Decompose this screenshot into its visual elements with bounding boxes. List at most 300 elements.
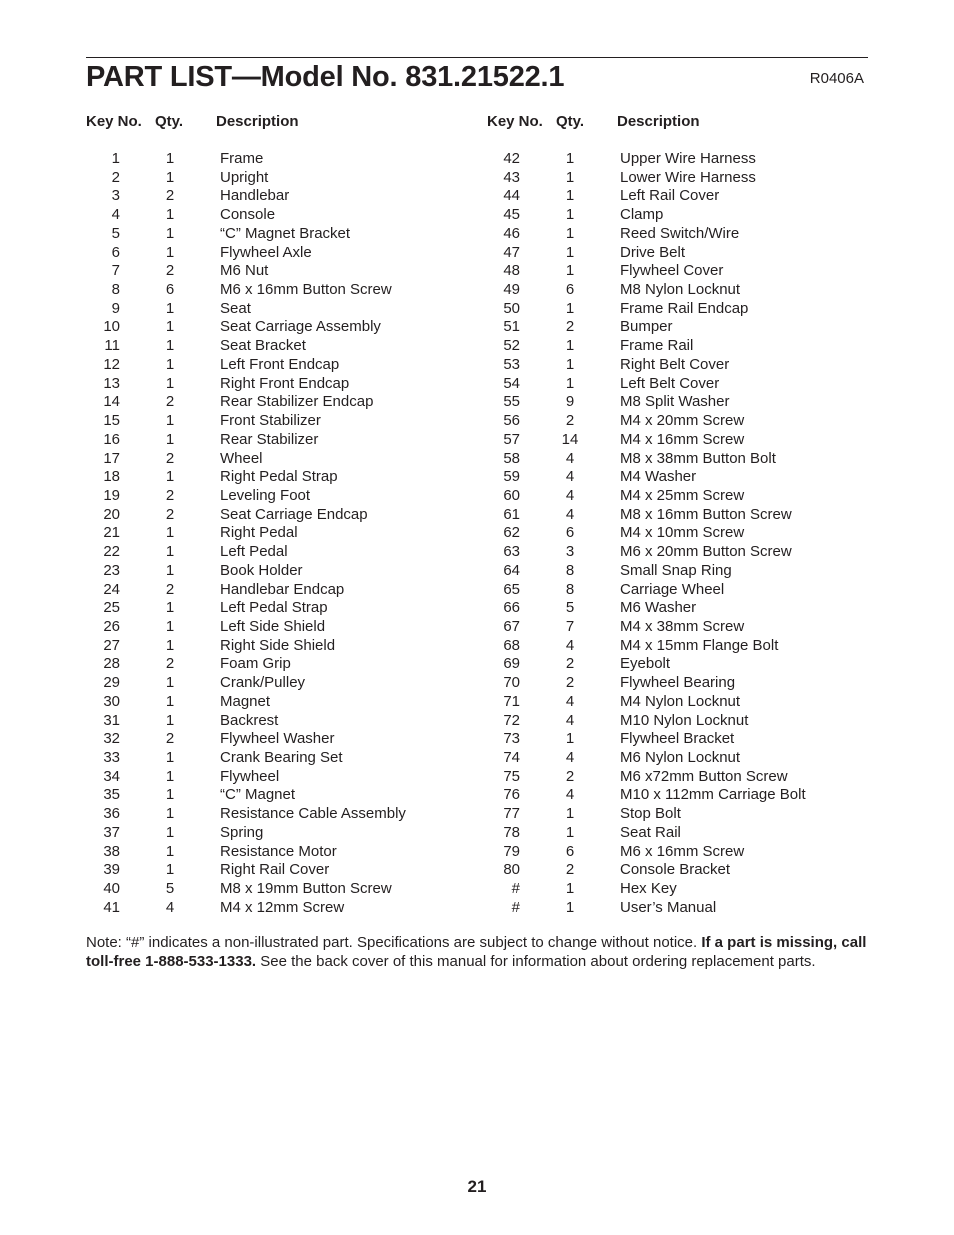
description: M4 Washer <box>620 468 697 486</box>
description: Handlebar Endcap <box>220 580 345 598</box>
qty: 1 <box>165 561 175 579</box>
key-no: 31 <box>103 711 120 729</box>
key-no: 36 <box>103 805 120 823</box>
table-row <box>400 318 900 337</box>
key-no: 13 <box>103 374 120 392</box>
description: Flywheel Bracket <box>620 730 735 748</box>
table-row <box>400 730 900 749</box>
description: M8 Split Washer <box>620 393 730 411</box>
description: User’s Manual <box>620 898 717 916</box>
qty: 1 <box>565 150 575 167</box>
qty: 1 <box>565 805 575 823</box>
description: Leveling Foot <box>220 486 311 504</box>
description: Rear Stabilizer <box>220 430 319 448</box>
qty: 2 <box>565 861 575 879</box>
qty: 4 <box>565 749 575 766</box>
description: M4 Nylon Locknut <box>620 692 741 710</box>
table-row <box>400 150 900 169</box>
key-no: 75 <box>503 767 520 785</box>
key-no: # <box>511 898 520 916</box>
description: “C” Magnet Bracket <box>220 224 351 242</box>
description: Seat Bracket <box>220 337 306 355</box>
description: M6 x72mm Button Screw <box>620 767 788 785</box>
description: M8 x 19mm Button Screw <box>220 880 392 898</box>
table-row <box>400 749 900 768</box>
description: Book Holder <box>220 561 303 579</box>
key-no: 79 <box>503 842 520 860</box>
table-row <box>400 899 900 918</box>
qty: 1 <box>565 880 575 898</box>
key-no: 62 <box>503 524 520 542</box>
qty: 2 <box>565 655 575 673</box>
qty: 1 <box>565 730 575 748</box>
qty: 1 <box>165 861 175 879</box>
description: Left Pedal Strap <box>220 599 328 617</box>
description: M4 x 20mm Screw <box>620 412 745 430</box>
left-header-qty: Qty. <box>155 113 184 130</box>
table-row <box>400 768 900 787</box>
key-no: 29 <box>103 674 120 692</box>
key-no: 23 <box>103 561 120 579</box>
note-text-2: See the back cover of this manual for information about ordering replacement parts. <box>256 953 816 970</box>
key-no: 25 <box>103 599 120 617</box>
qty: 6 <box>565 281 575 299</box>
key-no: 49 <box>503 281 520 299</box>
description: Console <box>220 206 276 224</box>
description: Frame <box>220 150 264 167</box>
key-no: 14 <box>103 393 120 411</box>
qty: 4 <box>565 505 575 523</box>
table-row <box>400 712 900 731</box>
key-no: 27 <box>103 636 120 654</box>
key-no: 47 <box>503 243 520 261</box>
qty: 1 <box>165 617 175 635</box>
description: Flywheel Cover <box>620 262 724 280</box>
description: Resistance Cable Assembly <box>220 805 406 823</box>
key-no: 43 <box>503 168 520 186</box>
left-header-key-no: Key No. <box>86 113 142 130</box>
key-no: 45 <box>503 206 520 224</box>
description: M8 Nylon Locknut <box>620 281 741 299</box>
left-header-description: Description <box>216 113 299 130</box>
key-no: 7 <box>111 262 120 280</box>
qty: 6 <box>565 524 575 542</box>
table-row <box>400 861 900 880</box>
key-no: 28 <box>103 655 120 673</box>
page-title: PART LIST—Model No. 831.21522.1 <box>86 61 565 93</box>
key-no: 53 <box>503 355 520 373</box>
key-no: 35 <box>103 786 120 804</box>
qty: 1 <box>565 206 575 224</box>
page-number: 21 <box>467 1177 487 1196</box>
key-no: 39 <box>103 861 120 879</box>
note-text-1: Note: “#” indicates a non-illustrated part. Specifications are subject to change without notice. <box>86 934 702 951</box>
table-row <box>400 375 900 394</box>
description: Backrest <box>220 711 279 729</box>
description: Seat <box>220 299 251 317</box>
key-no: 64 <box>503 561 520 579</box>
qty: 2 <box>565 674 575 692</box>
qty: 1 <box>165 524 175 542</box>
key-no: 70 <box>503 674 520 692</box>
key-no: 9 <box>111 299 120 317</box>
key-no: 51 <box>503 318 520 336</box>
qty: 1 <box>165 224 175 242</box>
qty: 1 <box>165 636 175 654</box>
qty: 1 <box>565 337 575 355</box>
table-row <box>400 693 900 712</box>
qty: 1 <box>165 543 175 561</box>
description: Reed Switch/Wire <box>620 224 740 242</box>
table-row <box>400 281 900 300</box>
qty: 5 <box>165 880 175 898</box>
key-no: 61 <box>503 505 520 523</box>
table-row <box>400 581 900 600</box>
key-no: 21 <box>103 524 120 542</box>
qty: 2 <box>165 393 175 411</box>
qty: 4 <box>565 449 575 467</box>
description: M4 x 15mm Flange Bolt <box>620 636 779 654</box>
description: M4 x 25mm Screw <box>620 486 745 504</box>
table-row <box>400 225 900 244</box>
qty: 1 <box>565 355 575 373</box>
description: Clamp <box>620 206 664 224</box>
description: Flywheel Washer <box>220 730 335 748</box>
qty: 2 <box>165 486 175 504</box>
description: Right Front Endcap <box>220 374 350 392</box>
key-no: 20 <box>103 505 120 523</box>
table-row <box>400 169 900 188</box>
qty: 1 <box>565 262 575 280</box>
description: Bumper <box>620 318 673 336</box>
key-no: 50 <box>503 299 520 317</box>
description: Hex Key <box>620 880 677 898</box>
description: Handlebar <box>220 187 290 205</box>
table-row <box>400 450 900 469</box>
table-row <box>400 618 900 637</box>
qty: 5 <box>565 599 575 617</box>
description: Magnet <box>220 692 271 710</box>
key-no: 68 <box>503 636 520 654</box>
key-no: 40 <box>103 880 120 898</box>
qty: 1 <box>165 674 175 692</box>
description: M4 x 16mm Screw <box>620 430 745 448</box>
key-no: 5 <box>111 224 120 242</box>
qty: 1 <box>165 749 175 766</box>
qty: 1 <box>165 786 175 804</box>
key-no: 66 <box>503 599 520 617</box>
key-no: 60 <box>503 486 520 504</box>
qty: 1 <box>165 468 175 486</box>
description: M8 x 16mm Button Screw <box>620 505 792 523</box>
table-row <box>400 187 900 206</box>
key-no: 71 <box>503 692 520 710</box>
description: M10 Nylon Locknut <box>620 711 749 729</box>
table-row <box>400 880 900 899</box>
qty: 1 <box>565 243 575 261</box>
key-no: 42 <box>503 150 520 167</box>
key-no: 44 <box>503 187 520 205</box>
key-no: 56 <box>503 412 520 430</box>
table-row <box>400 356 900 375</box>
key-no: 12 <box>103 355 120 373</box>
key-no: 76 <box>503 786 520 804</box>
qty: 2 <box>165 262 175 280</box>
qty: 2 <box>165 730 175 748</box>
description: M10 x 112mm Carriage Bolt <box>620 786 806 804</box>
description: Right Rail Cover <box>220 861 330 879</box>
description: Rear Stabilizer Endcap <box>220 393 374 411</box>
table-row <box>400 337 900 356</box>
description: Flywheel Axle <box>220 243 312 261</box>
description: Right Pedal <box>220 524 298 542</box>
qty: 1 <box>165 412 175 430</box>
top-rule <box>86 57 868 58</box>
description: Eyebolt <box>620 655 671 673</box>
qty: 4 <box>165 898 175 916</box>
description: Spring <box>220 823 264 841</box>
key-no: 78 <box>503 823 520 841</box>
key-no: 57 <box>503 430 520 448</box>
table-row <box>400 412 900 431</box>
description: Carriage Wheel <box>620 580 725 598</box>
qty: 4 <box>565 468 575 486</box>
table-row <box>400 805 900 824</box>
description: Front Stabilizer <box>220 412 321 430</box>
key-no: 4 <box>111 206 120 224</box>
qty: 2 <box>165 187 175 205</box>
qty: 1 <box>165 243 175 261</box>
description: Seat Carriage Endcap <box>220 505 368 523</box>
qty: 1 <box>165 599 175 617</box>
qty: 1 <box>165 842 175 860</box>
document-code: R0406A <box>809 70 864 87</box>
key-no: 8 <box>111 281 120 299</box>
qty: 8 <box>565 580 575 598</box>
footnote <box>86 933 868 971</box>
table-row <box>400 524 900 543</box>
description: Seat Rail <box>620 823 681 841</box>
qty: 3 <box>565 543 575 561</box>
table-row <box>400 506 900 525</box>
table-row <box>400 655 900 674</box>
key-no: 6 <box>111 243 120 261</box>
qty: 2 <box>165 580 175 598</box>
qty: 4 <box>565 692 575 710</box>
key-no: 52 <box>503 337 520 355</box>
table-row <box>400 431 900 450</box>
key-no: 24 <box>103 580 120 598</box>
description: Frame Rail Endcap <box>620 299 749 317</box>
description: Stop Bolt <box>620 805 681 823</box>
qty: 4 <box>565 711 575 729</box>
description: “C” Magnet <box>220 786 296 804</box>
description: Left Front Endcap <box>220 355 340 373</box>
description: Seat Carriage Assembly <box>220 318 381 336</box>
key-no: 63 <box>503 543 520 561</box>
qty: 1 <box>565 187 575 205</box>
qty: 1 <box>165 299 175 317</box>
key-no: 41 <box>103 898 120 916</box>
description: Upright <box>220 168 269 186</box>
qty: 2 <box>565 412 575 430</box>
description: M6 x 20mm Button Screw <box>620 543 792 561</box>
key-no: 65 <box>503 580 520 598</box>
right-header-qty: Qty. <box>556 113 585 130</box>
qty: 1 <box>165 337 175 355</box>
key-no: 26 <box>103 617 120 635</box>
qty: 1 <box>165 692 175 710</box>
table-row <box>400 393 900 412</box>
table-row <box>400 543 900 562</box>
description: Resistance Motor <box>220 842 337 860</box>
description: Left Side Shield <box>220 617 326 635</box>
parts-list-right <box>400 150 900 917</box>
key-no: 74 <box>503 749 520 766</box>
key-no: 48 <box>503 262 520 280</box>
description: M4 x 12mm Screw <box>220 898 345 916</box>
key-no: 46 <box>503 224 520 242</box>
qty: 1 <box>165 374 175 392</box>
qty: 2 <box>565 318 575 336</box>
key-no: 16 <box>103 430 120 448</box>
description: Crank Bearing Set <box>220 749 343 766</box>
key-no: 32 <box>103 730 120 748</box>
qty: 1 <box>565 299 575 317</box>
key-no: 19 <box>103 486 120 504</box>
qty: 1 <box>165 805 175 823</box>
key-no: 80 <box>503 861 520 879</box>
table-row <box>400 244 900 263</box>
qty: 1 <box>565 898 575 916</box>
description: M8 x 38mm Button Bolt <box>620 449 776 467</box>
key-no: 38 <box>103 842 120 860</box>
key-no: 3 <box>111 187 120 205</box>
qty: 1 <box>165 823 175 841</box>
description: M6 Nut <box>220 262 269 280</box>
description: M6 x 16mm Button Screw <box>220 281 392 299</box>
key-no: 58 <box>503 449 520 467</box>
key-no: 15 <box>103 412 120 430</box>
key-no: 1 <box>111 150 120 167</box>
qty: 1 <box>565 823 575 841</box>
key-no: 59 <box>503 468 520 486</box>
table-row <box>400 637 900 656</box>
qty: 4 <box>565 636 575 654</box>
key-no: 54 <box>503 374 520 392</box>
description: Right Belt Cover <box>620 355 730 373</box>
table-row <box>400 824 900 843</box>
key-no: 18 <box>103 468 120 486</box>
key-no: 34 <box>103 767 120 785</box>
qty: 7 <box>565 617 575 635</box>
key-no: 67 <box>503 617 520 635</box>
table-row <box>400 468 900 487</box>
table-row <box>400 599 900 618</box>
description: Left Rail Cover <box>620 187 720 205</box>
description: Flywheel <box>220 767 280 785</box>
qty: 1 <box>165 767 175 785</box>
qty: 1 <box>165 711 175 729</box>
key-no: 77 <box>503 805 520 823</box>
key-no: # <box>511 880 520 898</box>
key-no: 17 <box>103 449 120 467</box>
key-no: 30 <box>103 692 120 710</box>
qty: 2 <box>165 655 175 673</box>
description: Foam Grip <box>220 655 291 673</box>
key-no: 69 <box>503 655 520 673</box>
description: Console Bracket <box>620 861 731 879</box>
qty: 9 <box>565 393 575 411</box>
note-bold-phone: If a part is missing, call toll-free 1-888-533-1333. <box>86 934 867 970</box>
description: M6 Washer <box>620 599 697 617</box>
qty: 1 <box>165 355 175 373</box>
qty: 1 <box>165 430 175 448</box>
description: Flywheel Bearing <box>620 674 736 692</box>
qty: 1 <box>565 224 575 242</box>
key-no: 72 <box>503 711 520 729</box>
table-row <box>400 487 900 506</box>
right-header-description: Description <box>617 113 700 130</box>
qty: 6 <box>565 842 575 860</box>
description: Crank/Pulley <box>220 674 306 692</box>
description: Right Side Shield <box>220 636 336 654</box>
table-row <box>400 843 900 862</box>
qty: 4 <box>565 486 575 504</box>
description: Small Snap Ring <box>620 561 732 579</box>
key-no: 37 <box>103 823 120 841</box>
description: Wheel <box>220 449 263 467</box>
table-row <box>400 786 900 805</box>
description: Right Pedal Strap <box>220 468 338 486</box>
qty: 14 <box>561 430 579 448</box>
qty: 1 <box>565 374 575 392</box>
qty: 1 <box>165 150 175 167</box>
qty: 2 <box>165 505 175 523</box>
table-row <box>400 674 900 693</box>
description: M4 x 10mm Screw <box>620 524 745 542</box>
key-no: 33 <box>103 749 120 766</box>
table-row <box>400 300 900 319</box>
key-no: 11 <box>104 337 120 355</box>
description: M6 Nylon Locknut <box>620 749 741 766</box>
description: Frame Rail <box>620 337 694 355</box>
table-row <box>400 206 900 225</box>
description: Drive Belt <box>620 243 686 261</box>
qty: 6 <box>165 281 175 299</box>
description: Left Belt Cover <box>620 374 720 392</box>
qty: 1 <box>165 206 175 224</box>
table-row <box>400 262 900 281</box>
description: Left Pedal <box>220 543 288 561</box>
key-no: 22 <box>103 543 120 561</box>
key-no: 73 <box>503 730 520 748</box>
qty: 1 <box>165 318 175 336</box>
qty: 2 <box>165 449 175 467</box>
description: M6 x 16mm Screw <box>620 842 745 860</box>
key-no: 2 <box>111 168 120 186</box>
description: M4 x 38mm Screw <box>620 617 745 635</box>
qty: 1 <box>565 168 575 186</box>
description: Lower Wire Harness <box>620 168 756 186</box>
key-no: 10 <box>103 318 120 336</box>
description: Upper Wire Harness <box>620 150 756 167</box>
table-row <box>400 562 900 581</box>
qty: 1 <box>165 168 175 186</box>
qty: 8 <box>565 561 575 579</box>
key-no: 55 <box>503 393 520 411</box>
right-header-key-no: Key No. <box>487 113 543 130</box>
